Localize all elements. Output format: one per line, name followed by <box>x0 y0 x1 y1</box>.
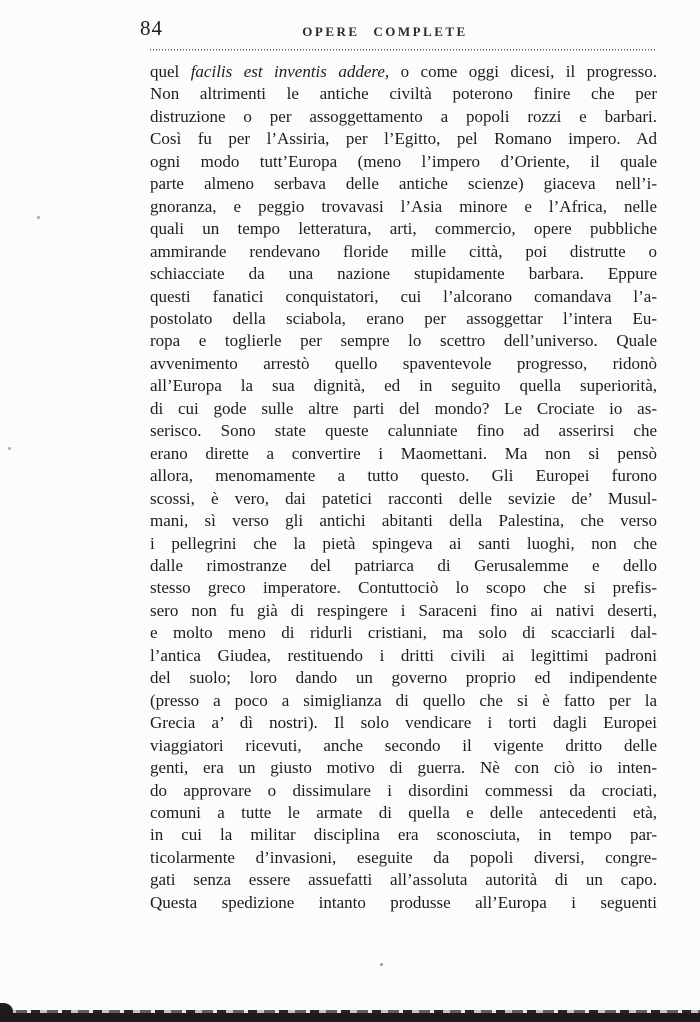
text-line: serisco. Sono state queste calunniate fino ad asserirsi che <box>150 421 657 441</box>
text-line: i pellegrini che la pietà spingeva ai santi luoghi, non che <box>150 533 657 553</box>
text-line: viaggiatori ricevuti, anche secondo il vigente dritto delle <box>150 735 657 755</box>
text-line: Questa spedizione intanto produsse all’Europa i seguenti <box>150 892 657 912</box>
running-title: OPERE COMPLETE <box>302 24 468 39</box>
text-line: stesso greco imperatore. Contuttociò lo scopo che si prefis- <box>150 578 657 598</box>
text-line: e molto meno di ridurli cristiani, ma solo di scacciarli dal- <box>150 623 657 643</box>
text-line: erano dirette a convertire i Maomettani. Ma non si pensò <box>150 443 657 463</box>
text-line: parte almeno serbava delle antiche scienze) giaceva nell’i- <box>150 174 657 194</box>
text-line: all’Europa la sua dignità, ed in seguito quella superiorità, <box>150 376 657 396</box>
text-line: ogni modo tutt’Europa (meno l’impero d’Oriente, il quale <box>150 151 657 171</box>
text-line: mani, sì verso gli antichi abitanti della Palestina, che verso <box>150 511 657 531</box>
text-block <box>150 61 657 914</box>
text-line: quel facilis est inventis addere, o come oggi dicesi, il progresso. <box>150 62 657 81</box>
text-line: gati senza essere assuefatti all’assoluta autorità di un capo. <box>150 870 657 890</box>
text-line: Grecia a’ dì nostri). Il solo vendicare i torti dagli Europei <box>150 713 657 733</box>
text-line: Non altrimenti le antiche civiltà poterono finire che per <box>150 84 657 104</box>
scan-speck <box>37 216 40 219</box>
text-line: di cui gode sulle altre parti del mondo? Le Crociate io as- <box>150 398 657 418</box>
text-line: l’antica Giudea, restituendo i dritti civili ai legittimi padroni <box>150 645 657 665</box>
text-line: ropa e toglierle per sempre lo scettro dell’universo. Quale <box>150 331 657 351</box>
text-line: del suolo; loro dando un governo proprio ed indipendente <box>150 668 657 688</box>
text-line: in cui la militar disciplina era sconosciuta, in tempo par- <box>150 825 657 845</box>
text-line: scossi, è vero, dai patetici racconti delle sevizie de’ Musul- <box>150 488 657 508</box>
text-line: avvenimento arrestò quello spaventevole progresso, ridonò <box>150 353 657 373</box>
text-line: ammirande rendevano floride mille città, poi distrutte o <box>150 241 657 261</box>
text-line: questi fanatici conquistatori, cui l’alcorano comandava l’a- <box>150 286 657 306</box>
scan-speck <box>8 447 11 450</box>
text-line: comuni a tutte le armate di quella e delle antecedenti età, <box>150 802 657 822</box>
text-line: do approvare o dissimulare i disordini commessi da crociati, <box>150 780 657 800</box>
header-rule <box>150 49 656 51</box>
text-line: distruzione o per assoggettamento a popoli rozzi e barbari. <box>150 106 657 126</box>
page-number: 84 <box>140 16 163 40</box>
scan-speck <box>380 963 383 966</box>
text-line: genti, era un giusto motivo di guerra. Nè con ciò io inten- <box>150 758 657 778</box>
text-line: postolato della sciabola, erano per assoggettar l’intera Eu- <box>150 308 657 328</box>
text-line: ticolarmente d’invasioni, eseguite da popoli diversi, congre- <box>150 847 657 867</box>
text-line: sero non fu già di respingere i Saraceni fino ai nativi deserti, <box>150 600 657 620</box>
page-edge-band <box>0 1013 700 1022</box>
text-line: Così fu per l’Assiria, per l’Egitto, pel Romano impero. Ad <box>150 129 657 149</box>
text-line: quali un tempo letteratura, arti, commercio, opere pubbliche <box>150 219 657 239</box>
text-line: schiacciate da una nazione stupidamente barbara. Eppure <box>150 264 657 284</box>
text-line: dalle rimostranze del patriarca di Gerusalemme e dello <box>150 555 657 575</box>
text-line: gnoranza, e peggio trovavasi l’Asia minore e l’Africa, nelle <box>150 196 657 216</box>
text-line: (presso a poco a simiglianza di quello che si è fatto per la <box>150 690 657 710</box>
text-line: allora, menomamente a tutto questo. Gli Europei furono <box>150 466 657 486</box>
